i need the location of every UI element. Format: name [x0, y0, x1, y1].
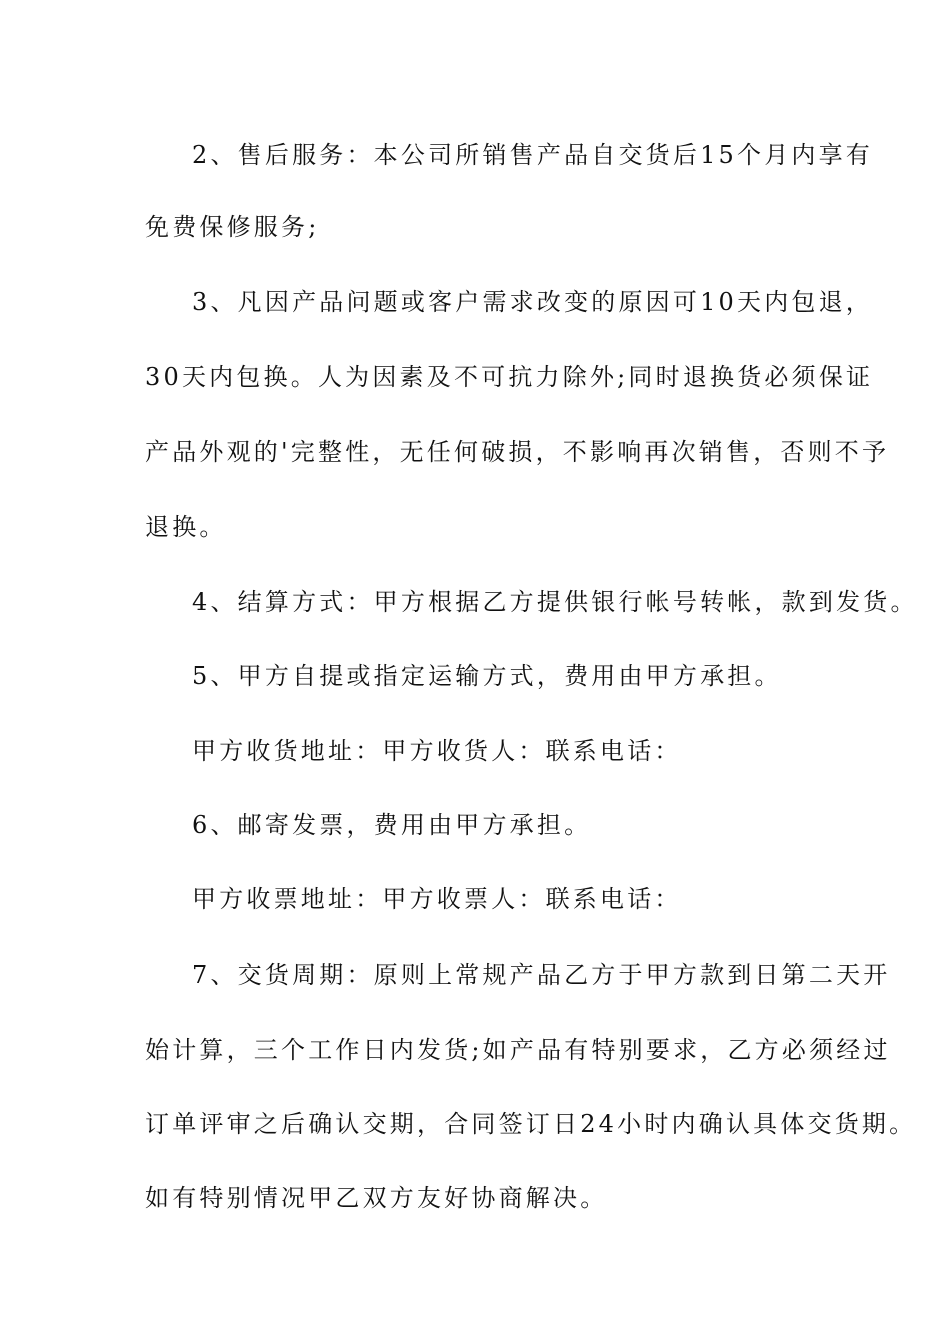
clause-7-line-3: 订单评审之后确认交期，合同签订日24小时内确认具体交货期。 — [145, 1110, 917, 1138]
clause-4: 4、结算方式：甲方根据乙方提供银行帐号转帐，款到发货。 — [192, 588, 918, 616]
clause-2-line-2: 免费保修服务; — [145, 213, 320, 241]
clause-3-line-1: 3、凡因产品问题或客户需求改变的原因可10天内包退， — [192, 288, 874, 316]
clause-5: 5、甲方自提或指定运输方式，费用由甲方承担。 — [192, 662, 782, 690]
delivery-contact-line: 甲方收货地址：甲方收货人：联系电话： — [192, 737, 682, 765]
clause-2-line-1: 2、售后服务：本公司所销售产品自交货后15个月内享有 — [192, 141, 874, 169]
clause-3-line-3: 产品外观的'完整性，无任何破损，不影响再次销售，否则不予 — [145, 438, 890, 466]
clause-3-line-4: 退换。 — [145, 513, 227, 541]
clause-7-line-1: 7、交货周期：原则上常规产品乙方于甲方款到日第二天开 — [192, 961, 891, 989]
clause-3-line-2: 30天内包换。人为因素及不可抗力除外;同时退换货必须保证 — [145, 363, 874, 391]
clause-6: 6、邮寄发票，费用由甲方承担。 — [192, 811, 592, 839]
clause-7-line-4: 如有特别情况甲乙双方友好协商解决。 — [145, 1184, 608, 1212]
clause-7-line-2: 始计算，三个工作日内发货;如产品有特别要求，乙方必须经过 — [145, 1036, 891, 1064]
invoice-contact-line: 甲方收票地址：甲方收票人：联系电话： — [192, 885, 682, 913]
